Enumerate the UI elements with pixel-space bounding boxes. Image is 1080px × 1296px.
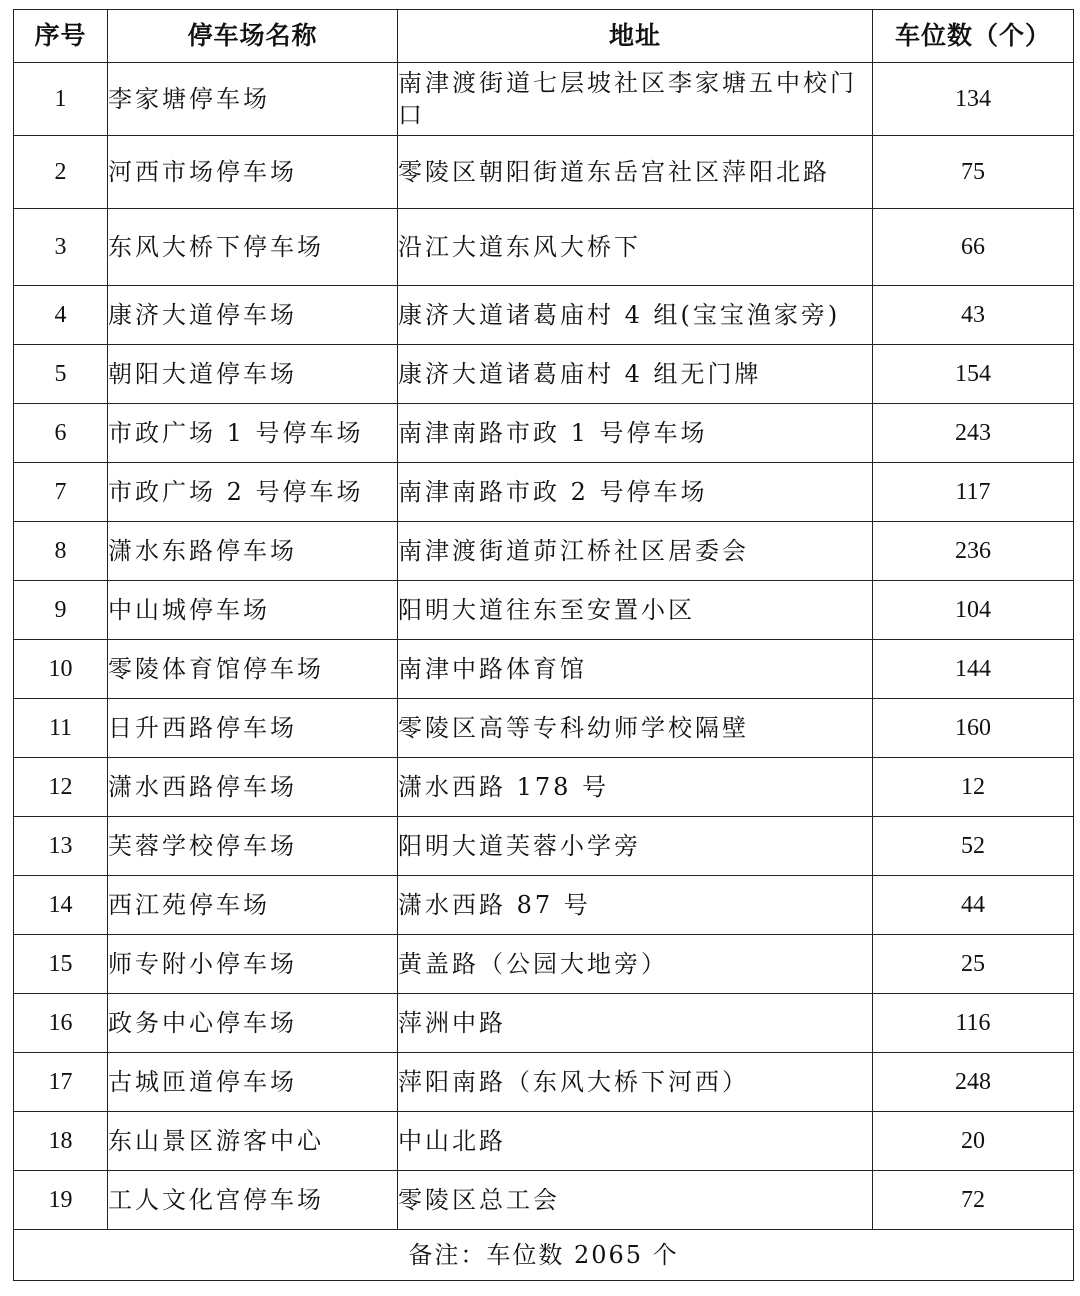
row-name: 日升西路停车场 (108, 699, 398, 758)
row-index: 8 (14, 522, 108, 581)
row-count: 44 (873, 876, 1074, 935)
row-address: 南津渡街道茆江桥社区居委会 (398, 522, 873, 581)
row-index: 5 (14, 345, 108, 404)
table-row (14, 1053, 1074, 1112)
table-row (14, 522, 1074, 581)
row-count: 75 (873, 136, 1074, 209)
row-name: 康济大道停车场 (108, 286, 398, 345)
row-count: 248 (873, 1053, 1074, 1112)
row-address: 零陵区朝阳街道东岳宫社区萍阳北路 (398, 136, 873, 209)
row-count: 243 (873, 404, 1074, 463)
row-index: 6 (14, 404, 108, 463)
row-address: 潇水西路 178 号 (398, 758, 873, 817)
header-index: 序号 (14, 10, 108, 63)
row-name: 零陵体育馆停车场 (108, 640, 398, 699)
row-address: 零陵区高等专科幼师学校隔壁 (398, 699, 873, 758)
table-row (14, 640, 1074, 699)
row-index: 9 (14, 581, 108, 640)
row-name: 李家塘停车场 (108, 63, 398, 136)
row-address: 萍洲中路 (398, 994, 873, 1053)
table-row (14, 699, 1074, 758)
row-count: 236 (873, 522, 1074, 581)
row-count: 104 (873, 581, 1074, 640)
parking-table (13, 9, 1074, 1281)
row-name: 潇水东路停车场 (108, 522, 398, 581)
row-index: 17 (14, 1053, 108, 1112)
table-row (14, 136, 1074, 209)
row-address: 潇水西路 87 号 (398, 876, 873, 935)
row-count: 66 (873, 209, 1074, 286)
row-address: 阳明大道往东至安置小区 (398, 581, 873, 640)
table-row (14, 63, 1074, 136)
table-row (14, 817, 1074, 876)
row-address: 南津中路体育馆 (398, 640, 873, 699)
row-name: 朝阳大道停车场 (108, 345, 398, 404)
row-index: 16 (14, 994, 108, 1053)
row-address: 萍阳南路（东风大桥下河西） (398, 1053, 873, 1112)
table-row (14, 876, 1074, 935)
row-name: 市政广场 2 号停车场 (108, 463, 398, 522)
row-address: 中山北路 (398, 1112, 873, 1171)
table-row (14, 581, 1074, 640)
row-index: 2 (14, 136, 108, 209)
table-row (14, 209, 1074, 286)
row-name: 东风大桥下停车场 (108, 209, 398, 286)
row-index: 15 (14, 935, 108, 994)
table-row (14, 935, 1074, 994)
row-address: 南津南路市政 1 号停车场 (398, 404, 873, 463)
row-name: 河西市场停车场 (108, 136, 398, 209)
row-index: 19 (14, 1171, 108, 1230)
table-body (14, 63, 1074, 1230)
row-address: 沿江大道东风大桥下 (398, 209, 873, 286)
row-index: 3 (14, 209, 108, 286)
header-name: 停车场名称 (108, 10, 398, 63)
header-count: 车位数（个） (873, 10, 1074, 63)
row-count: 52 (873, 817, 1074, 876)
row-name: 师专附小停车场 (108, 935, 398, 994)
note-row (14, 1230, 1074, 1281)
row-index: 12 (14, 758, 108, 817)
row-index: 1 (14, 63, 108, 136)
table-row (14, 1171, 1074, 1230)
table-row (14, 758, 1074, 817)
row-count: 43 (873, 286, 1074, 345)
row-address: 康济大道诸葛庙村 4 组无门牌 (398, 345, 873, 404)
row-name: 市政广场 1 号停车场 (108, 404, 398, 463)
row-index: 18 (14, 1112, 108, 1171)
row-count: 25 (873, 935, 1074, 994)
row-count: 144 (873, 640, 1074, 699)
row-address: 零陵区总工会 (398, 1171, 873, 1230)
row-index: 7 (14, 463, 108, 522)
row-name: 潇水西路停车场 (108, 758, 398, 817)
row-count: 20 (873, 1112, 1074, 1171)
row-address: 南津渡街道七层坡社区李家塘五中校门口 (398, 63, 873, 136)
row-address: 黄盖路（公园大地旁） (398, 935, 873, 994)
row-index: 13 (14, 817, 108, 876)
row-name: 政务中心停车场 (108, 994, 398, 1053)
row-name: 东山景区游客中心 (108, 1112, 398, 1171)
row-count: 154 (873, 345, 1074, 404)
table-row (14, 994, 1074, 1053)
row-index: 14 (14, 876, 108, 935)
row-count: 117 (873, 463, 1074, 522)
row-name: 中山城停车场 (108, 581, 398, 640)
row-name: 西江苑停车场 (108, 876, 398, 935)
row-count: 12 (873, 758, 1074, 817)
note-text: 备注：车位数 2065 个 (14, 1230, 1074, 1281)
table-row (14, 463, 1074, 522)
row-name: 工人文化宫停车场 (108, 1171, 398, 1230)
row-count: 160 (873, 699, 1074, 758)
row-address: 阳明大道芙蓉小学旁 (398, 817, 873, 876)
table-row (14, 404, 1074, 463)
row-name: 芙蓉学校停车场 (108, 817, 398, 876)
header-address: 地址 (398, 10, 873, 63)
row-index: 10 (14, 640, 108, 699)
row-index: 11 (14, 699, 108, 758)
header-row (14, 10, 1074, 63)
row-address: 康济大道诸葛庙村 4 组(宝宝渔家旁) (398, 286, 873, 345)
row-count: 134 (873, 63, 1074, 136)
table-row (14, 1112, 1074, 1171)
table-row (14, 286, 1074, 345)
row-index: 4 (14, 286, 108, 345)
row-name: 古城匝道停车场 (108, 1053, 398, 1112)
row-count: 72 (873, 1171, 1074, 1230)
table-row (14, 345, 1074, 404)
row-address: 南津南路市政 2 号停车场 (398, 463, 873, 522)
row-count: 116 (873, 994, 1074, 1053)
